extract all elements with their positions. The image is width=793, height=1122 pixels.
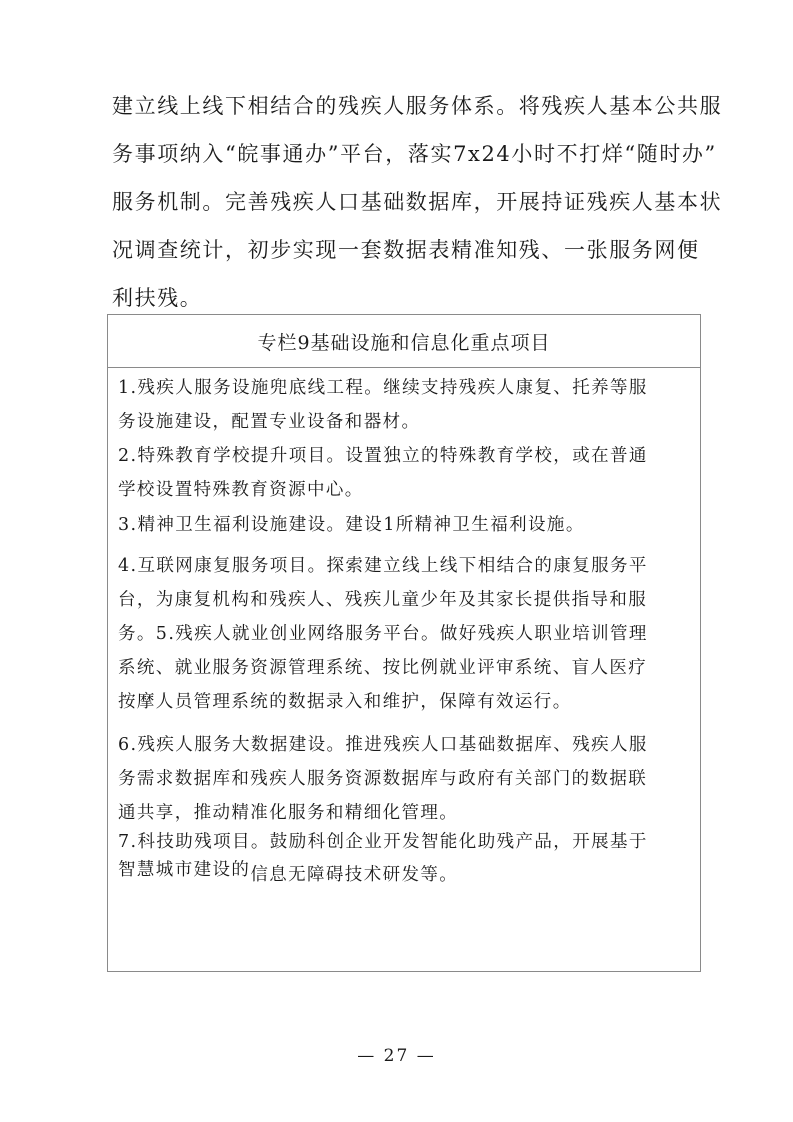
box-line: 务设施建设，配置专业设备和器材。 <box>118 412 421 432</box>
box-line: 4.互联网康复服务项目。探索建立线上线下相结合的康复服务平 <box>118 556 648 576</box>
page-number: — 27 — <box>357 1046 436 1066</box>
box-line-part: 信息无障碍技术研发等。 <box>250 865 459 885</box>
box-line: 务需求数据库和残疾人服务资源数据库与政府有关部门的数据联 <box>118 769 648 789</box>
box-line: 2.特殊教育学校提升项目。设置独立的特殊教育学校，或在普通 <box>118 446 648 466</box>
box-line: 台，为康复机构和残疾人、残疾儿童少年及其家长提供指导和服 <box>118 590 648 610</box>
intro-line: 服务机制。完善残疾人口基础数据库，开展持证残疾人基本状 <box>112 190 723 214</box>
box-title: 专栏9基础设施和信息化重点项目 <box>108 315 700 368</box>
box-line: 3.精神卫生福利设施建设。建设1所精神卫生福利设施。 <box>118 515 585 535</box>
intro-line: 建立线上线下相结合的残疾人服务体系。将残疾人基本公共服 <box>112 94 723 118</box>
box-line: 按摩人员管理系统的数据录入和维护，保障有效运行。 <box>118 692 572 712</box>
project-box <box>107 314 701 972</box>
box-line: 学校设置特殊教育资源中心。 <box>118 480 364 500</box>
intro-paragraph <box>112 82 732 322</box>
intro-line: 务事项纳入“皖事通办”平台，落实7x24小时不打烊“随时办” <box>112 142 717 166</box>
box-line-last <box>118 856 459 885</box>
box-line: 7.科技助残项目。鼓励科创企业开发智能化助残产品，开展基于 <box>118 832 648 852</box>
box-line: 通共享，推动精准化服务和精细化管理。 <box>118 803 459 823</box>
intro-line: 况调查统计，初步实现一套数据表精准知残、一张服务网便 <box>112 238 700 262</box>
box-line: 系统、就业服务资源管理系统、按比例就业评审系统、盲人医疗 <box>118 658 648 678</box>
box-line: 务。5.残疾人就业创业网络服务平台。做好残疾人职业培训管理 <box>118 624 648 644</box>
box-line: 6.残疾人服务大数据建设。推进残疾人口基础数据库、残疾人服 <box>118 735 648 755</box>
box-line-part: 智慧城市建设的 <box>118 860 251 880</box>
intro-line: 利扶残。 <box>112 286 203 310</box>
box-line: 1.残疾人服务设施兜底线工程。继续支持残疾人康复、托养等服 <box>118 378 648 398</box>
